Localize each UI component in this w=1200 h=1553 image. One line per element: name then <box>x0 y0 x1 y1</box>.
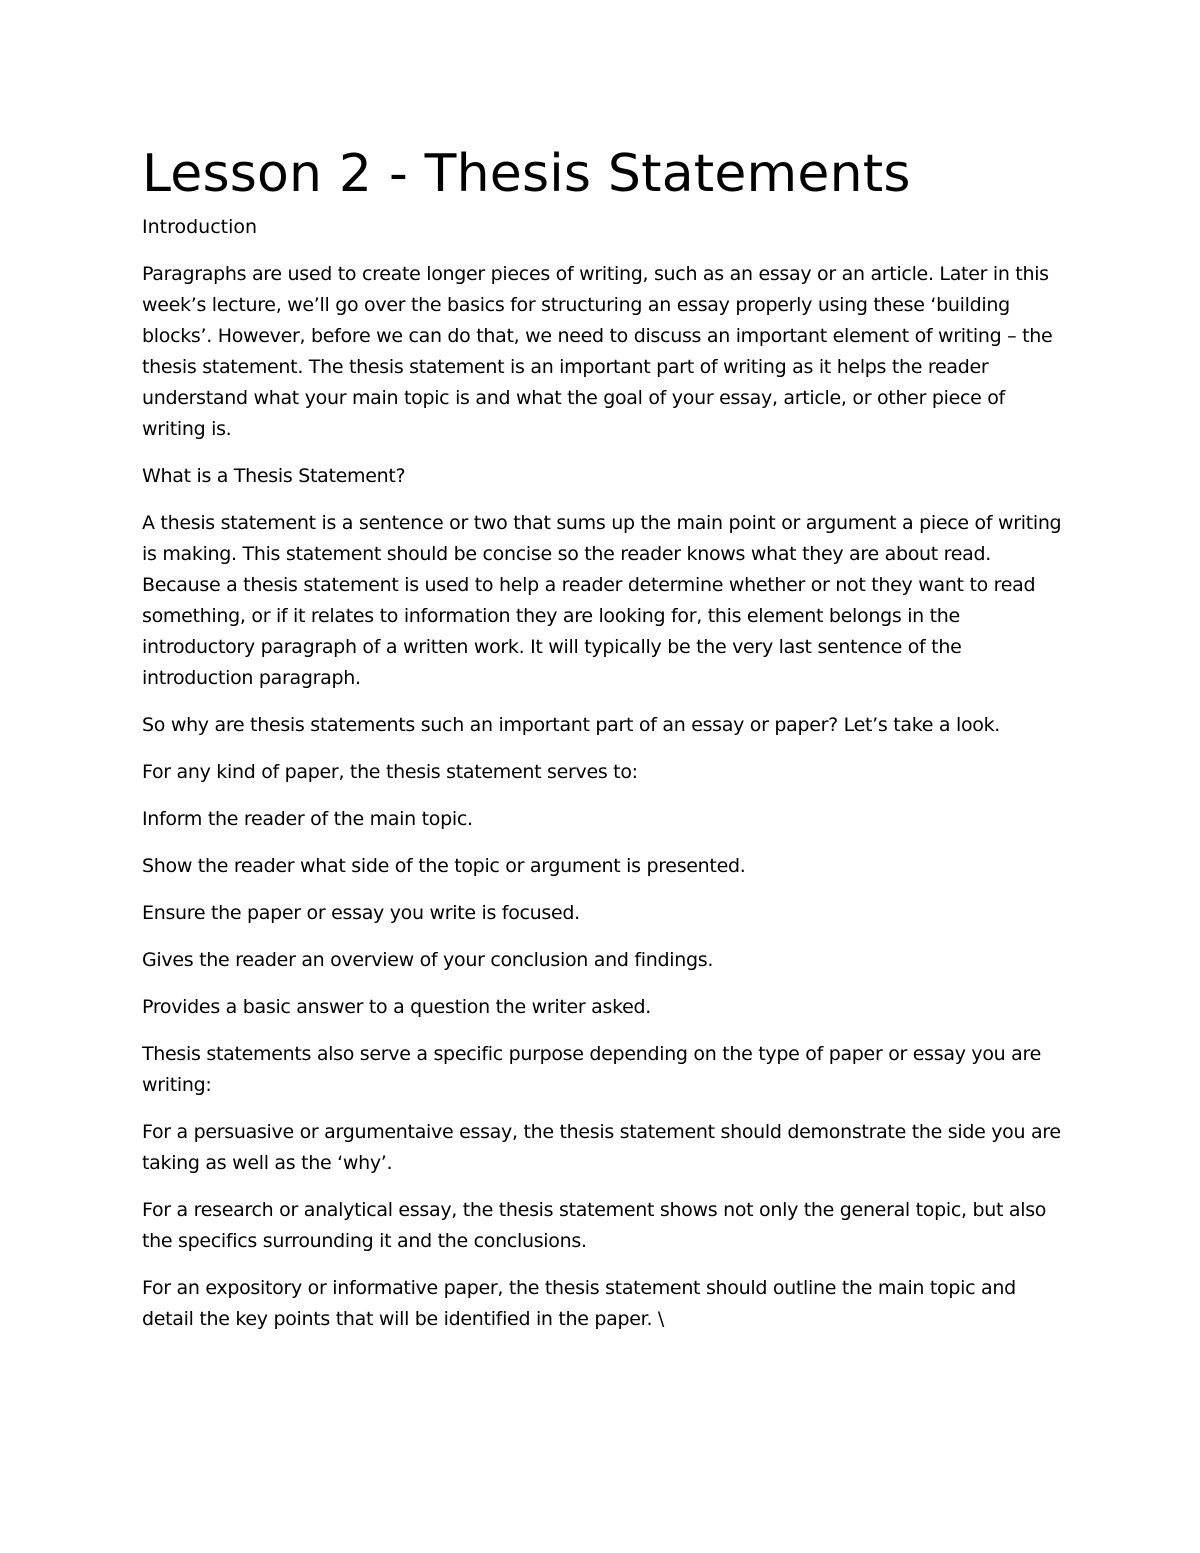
purpose-item: For a research or analytical essay, the thesis statement shows not only the general topic, but also the specifics surrounding it and the conclusions. <box>142 1199 1047 1252</box>
serves-intro-paragraph: For any kind of paper, the thesis statement serves to: <box>142 761 638 783</box>
what-is-thesis-paragraph: A thesis statement is a sentence or two that sums up the main point or argument a piece of writing is making. This statement should be concise so the reader knows what they are about read. Because a thesis statement is used to help a reader determine whether or not they want to read something, or if it relates to information they are looking for, this element belongs in the introductory paragraph of a written work. It will typically be the very last sentence of the introduction paragraph. <box>142 512 1062 689</box>
purpose-item: For a persuasive or argumentaive essay, the thesis statement should demonstrate the side you are taking as well as the ‘why’. <box>142 1121 1061 1174</box>
serves-item: Ensure the paper or essay you write is focused. <box>142 902 580 924</box>
document-body <box>142 136 1067 1351</box>
serves-item: Provides a basic answer to a question the writer asked. <box>142 996 651 1018</box>
why-important-paragraph: So why are thesis statements such an important part of an essay or paper? Let’s take a look. <box>142 714 1001 736</box>
purpose-intro-paragraph: Thesis statements also serve a specific purpose depending on the type of paper or essay you are writing: <box>142 1043 1041 1096</box>
introduction-heading: Introduction <box>142 216 258 238</box>
serves-item: Show the reader what side of the topic or argument is presented. <box>142 855 746 877</box>
what-is-thesis-heading: What is a Thesis Statement? <box>142 465 406 487</box>
introduction-paragraph: Paragraphs are used to create longer pieces of writing, such as an essay or an article. Later in this week’s lecture, we’ll go over the basics for structuring an essay properly using these ‘building blocks’. However, before we can do that, we need to discuss an important element of writing – the thesis statement. The thesis statement is an important part of writing as it helps the reader understand what your main topic is and what the goal of your essay, article, or other piece of writing is. <box>142 263 1053 440</box>
serves-item: Gives the reader an overview of your conclusion and findings. <box>142 949 714 971</box>
purpose-item: For an expository or informative paper, the thesis statement should outline the main topic and detail the key points that will be identified in the paper. \ <box>142 1277 1016 1330</box>
serves-item: Inform the reader of the main topic. <box>142 808 473 830</box>
page-title: Lesson 2 - Thesis Statements <box>142 144 911 204</box>
